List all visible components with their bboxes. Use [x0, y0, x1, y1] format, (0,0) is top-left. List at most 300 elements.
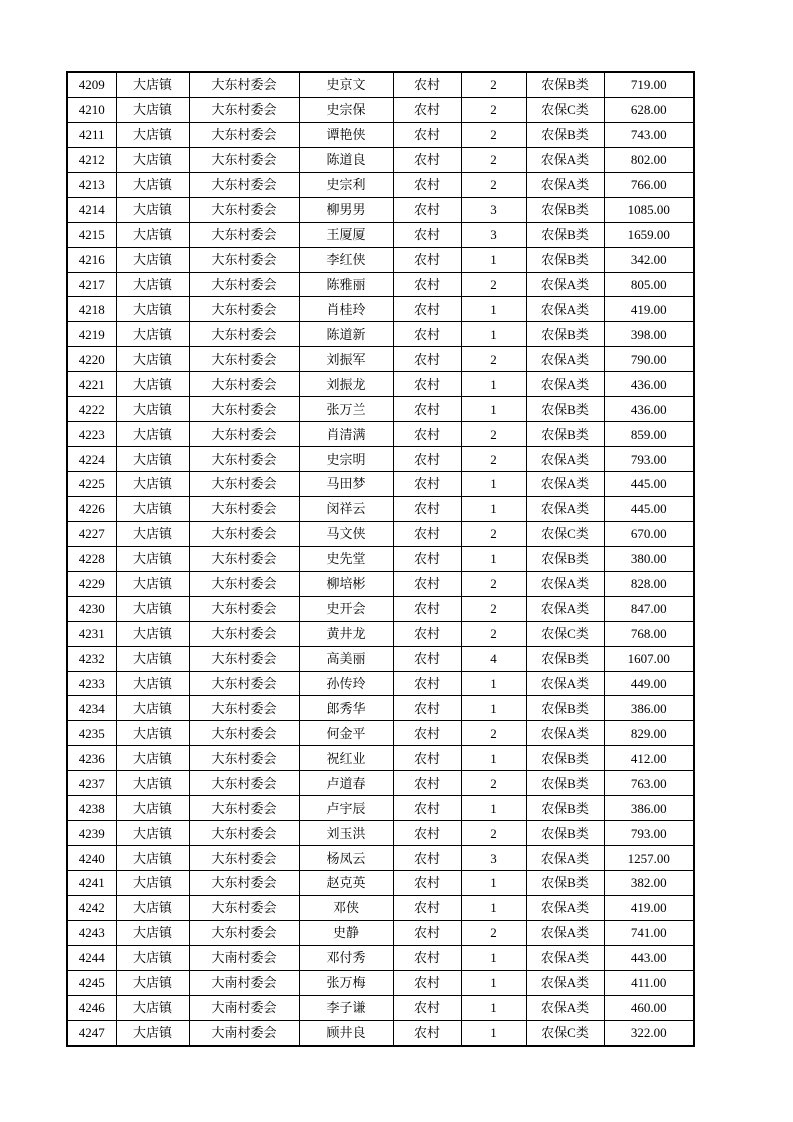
cell-seq: 4217: [67, 272, 116, 297]
cell-name: 祝红业: [299, 746, 393, 771]
cell-village: 大东村委会: [189, 721, 299, 746]
cell-residence: 农村: [393, 746, 461, 771]
cell-count: 1: [461, 671, 526, 696]
cell-town: 大店镇: [116, 222, 189, 247]
cell-name: 史静: [299, 920, 393, 945]
cell-village: 大南村委会: [189, 1020, 299, 1045]
cell-town: 大店镇: [116, 297, 189, 322]
cell-type: 农保B类: [526, 771, 604, 796]
table-row: [67, 347, 694, 372]
cell-seq: 4209: [67, 72, 116, 97]
cell-seq: 4211: [67, 122, 116, 147]
cell-type: 农保A类: [526, 596, 604, 621]
cell-residence: 农村: [393, 945, 461, 970]
cell-residence: 农村: [393, 1020, 461, 1045]
cell-seq: 4232: [67, 646, 116, 671]
payment-roster-body: [67, 72, 694, 1046]
table-row: [67, 447, 694, 472]
cell-seq: 4247: [67, 1020, 116, 1045]
cell-seq: 4243: [67, 920, 116, 945]
cell-village: 大东村委会: [189, 372, 299, 397]
cell-type: 农保A类: [526, 895, 604, 920]
cell-town: 大店镇: [116, 970, 189, 995]
cell-type: 农保A类: [526, 496, 604, 521]
cell-residence: 农村: [393, 272, 461, 297]
cell-name: 刘玉洪: [299, 821, 393, 846]
cell-town: 大店镇: [116, 821, 189, 846]
cell-name: 史宗保: [299, 97, 393, 122]
table-row: [67, 871, 694, 896]
cell-amount: 741.00: [604, 920, 694, 945]
cell-amount: 342.00: [604, 247, 694, 272]
cell-count: 2: [461, 97, 526, 122]
cell-village: 大东村委会: [189, 172, 299, 197]
cell-type: 农保B类: [526, 322, 604, 347]
cell-seq: 4241: [67, 871, 116, 896]
cell-town: 大店镇: [116, 521, 189, 546]
cell-name: 陈雅丽: [299, 272, 393, 297]
cell-town: 大店镇: [116, 347, 189, 372]
cell-seq: 4221: [67, 372, 116, 397]
cell-count: 2: [461, 771, 526, 796]
cell-amount: 419.00: [604, 297, 694, 322]
cell-type: 农保B类: [526, 247, 604, 272]
cell-residence: 农村: [393, 995, 461, 1020]
cell-name: 史宗利: [299, 172, 393, 197]
cell-type: 农保B类: [526, 746, 604, 771]
cell-town: 大店镇: [116, 447, 189, 472]
cell-town: 大店镇: [116, 147, 189, 172]
cell-count: 2: [461, 571, 526, 596]
cell-town: 大店镇: [116, 945, 189, 970]
cell-town: 大店镇: [116, 72, 189, 97]
cell-village: 大东村委会: [189, 821, 299, 846]
cell-count: 2: [461, 596, 526, 621]
cell-type: 农保C类: [526, 621, 604, 646]
cell-town: 大店镇: [116, 247, 189, 272]
cell-amount: 805.00: [604, 272, 694, 297]
cell-name: 张万梅: [299, 970, 393, 995]
cell-village: 大东村委会: [189, 97, 299, 122]
cell-count: 3: [461, 197, 526, 222]
cell-seq: 4225: [67, 472, 116, 497]
cell-seq: 4242: [67, 895, 116, 920]
cell-count: 1: [461, 472, 526, 497]
cell-count: 2: [461, 721, 526, 746]
cell-type: 农保A类: [526, 995, 604, 1020]
cell-seq: 4216: [67, 247, 116, 272]
cell-name: 卢宇辰: [299, 796, 393, 821]
cell-amount: 460.00: [604, 995, 694, 1020]
cell-amount: 412.00: [604, 746, 694, 771]
cell-name: 高美丽: [299, 646, 393, 671]
cell-seq: 4229: [67, 571, 116, 596]
cell-amount: 766.00: [604, 172, 694, 197]
cell-town: 大店镇: [116, 472, 189, 497]
cell-town: 大店镇: [116, 871, 189, 896]
table-row: [67, 397, 694, 422]
cell-residence: 农村: [393, 97, 461, 122]
cell-name: 李红侠: [299, 247, 393, 272]
cell-seq: 4228: [67, 546, 116, 571]
cell-amount: 1607.00: [604, 646, 694, 671]
cell-residence: 农村: [393, 496, 461, 521]
cell-type: 农保C类: [526, 521, 604, 546]
cell-count: 2: [461, 347, 526, 372]
cell-village: 大东村委会: [189, 796, 299, 821]
table-row: [67, 846, 694, 871]
cell-name: 卢道春: [299, 771, 393, 796]
cell-town: 大店镇: [116, 920, 189, 945]
table-row: [67, 1020, 694, 1045]
cell-name: 史开会: [299, 596, 393, 621]
table-row: [67, 147, 694, 172]
cell-residence: 农村: [393, 397, 461, 422]
table-row: [67, 521, 694, 546]
table-row: [67, 122, 694, 147]
cell-seq: 4245: [67, 970, 116, 995]
cell-count: 2: [461, 521, 526, 546]
table-row: [67, 571, 694, 596]
cell-seq: 4212: [67, 147, 116, 172]
table-row: [67, 970, 694, 995]
cell-town: 大店镇: [116, 746, 189, 771]
table-row: [67, 995, 694, 1020]
cell-count: 1: [461, 970, 526, 995]
cell-type: 农保A类: [526, 846, 604, 871]
table-row: [67, 496, 694, 521]
cell-amount: 445.00: [604, 472, 694, 497]
cell-town: 大店镇: [116, 995, 189, 1020]
cell-seq: 4215: [67, 222, 116, 247]
cell-seq: 4213: [67, 172, 116, 197]
cell-amount: 793.00: [604, 821, 694, 846]
cell-residence: 农村: [393, 422, 461, 447]
cell-residence: 农村: [393, 172, 461, 197]
cell-count: 1: [461, 895, 526, 920]
cell-name: 刘振龙: [299, 372, 393, 397]
cell-town: 大店镇: [116, 397, 189, 422]
cell-type: 农保B类: [526, 546, 604, 571]
cell-count: 2: [461, 447, 526, 472]
cell-type: 农保A类: [526, 970, 604, 995]
cell-village: 大东村委会: [189, 596, 299, 621]
cell-town: 大店镇: [116, 571, 189, 596]
cell-amount: 743.00: [604, 122, 694, 147]
cell-amount: 449.00: [604, 671, 694, 696]
cell-town: 大店镇: [116, 496, 189, 521]
cell-name: 陈道良: [299, 147, 393, 172]
cell-residence: 农村: [393, 322, 461, 347]
cell-name: 黄井龙: [299, 621, 393, 646]
cell-amount: 790.00: [604, 347, 694, 372]
cell-seq: 4226: [67, 496, 116, 521]
cell-residence: 农村: [393, 222, 461, 247]
cell-amount: 322.00: [604, 1020, 694, 1045]
cell-type: 农保A类: [526, 447, 604, 472]
cell-type: 农保A类: [526, 671, 604, 696]
cell-seq: 4240: [67, 846, 116, 871]
cell-residence: 农村: [393, 147, 461, 172]
cell-amount: 628.00: [604, 97, 694, 122]
cell-village: 大东村委会: [189, 322, 299, 347]
cell-residence: 农村: [393, 596, 461, 621]
cell-town: 大店镇: [116, 671, 189, 696]
table-row: [67, 771, 694, 796]
table-row: [67, 821, 694, 846]
cell-count: 1: [461, 746, 526, 771]
cell-name: 邓付秀: [299, 945, 393, 970]
cell-village: 大东村委会: [189, 72, 299, 97]
cell-residence: 农村: [393, 521, 461, 546]
cell-residence: 农村: [393, 696, 461, 721]
cell-count: 1: [461, 297, 526, 322]
cell-name: 赵克英: [299, 871, 393, 896]
cell-town: 大店镇: [116, 1020, 189, 1045]
cell-seq: 4224: [67, 447, 116, 472]
cell-amount: 828.00: [604, 571, 694, 596]
cell-type: 农保A类: [526, 147, 604, 172]
cell-count: 2: [461, 122, 526, 147]
cell-name: 刘振军: [299, 347, 393, 372]
cell-seq: 4218: [67, 297, 116, 322]
cell-seq: 4222: [67, 397, 116, 422]
cell-residence: 农村: [393, 821, 461, 846]
cell-type: 农保A类: [526, 347, 604, 372]
cell-residence: 农村: [393, 72, 461, 97]
cell-name: 肖清满: [299, 422, 393, 447]
cell-amount: 719.00: [604, 72, 694, 97]
cell-count: 2: [461, 920, 526, 945]
cell-amount: 436.00: [604, 397, 694, 422]
cell-town: 大店镇: [116, 122, 189, 147]
cell-town: 大店镇: [116, 422, 189, 447]
cell-village: 大东村委会: [189, 247, 299, 272]
cell-seq: 4244: [67, 945, 116, 970]
cell-name: 柳男男: [299, 197, 393, 222]
cell-residence: 农村: [393, 122, 461, 147]
cell-type: 农保A类: [526, 172, 604, 197]
cell-type: 农保B类: [526, 871, 604, 896]
cell-name: 顾井良: [299, 1020, 393, 1045]
cell-amount: 829.00: [604, 721, 694, 746]
table-row: [67, 746, 694, 771]
cell-seq: 4246: [67, 995, 116, 1020]
table-row: [67, 222, 694, 247]
cell-residence: 农村: [393, 197, 461, 222]
cell-amount: 670.00: [604, 521, 694, 546]
table-row: [67, 297, 694, 322]
cell-name: 李子谦: [299, 995, 393, 1020]
cell-residence: 农村: [393, 970, 461, 995]
cell-amount: 763.00: [604, 771, 694, 796]
cell-village: 大东村委会: [189, 222, 299, 247]
table-row: [67, 696, 694, 721]
cell-count: 1: [461, 796, 526, 821]
cell-village: 大东村委会: [189, 447, 299, 472]
table-row: [67, 372, 694, 397]
cell-village: 大东村委会: [189, 397, 299, 422]
cell-town: 大店镇: [116, 895, 189, 920]
cell-name: 王厦厦: [299, 222, 393, 247]
cell-seq: 4223: [67, 422, 116, 447]
table-row: [67, 621, 694, 646]
cell-type: 农保B类: [526, 696, 604, 721]
cell-count: 1: [461, 1020, 526, 1045]
cell-count: 2: [461, 272, 526, 297]
cell-village: 大东村委会: [189, 122, 299, 147]
cell-amount: 380.00: [604, 546, 694, 571]
cell-residence: 农村: [393, 871, 461, 896]
cell-name: 史京文: [299, 72, 393, 97]
table-row: [67, 472, 694, 497]
cell-name: 邓侠: [299, 895, 393, 920]
cell-residence: 农村: [393, 372, 461, 397]
cell-name: 史先堂: [299, 546, 393, 571]
table-row: [67, 895, 694, 920]
cell-type: 农保A类: [526, 945, 604, 970]
cell-residence: 农村: [393, 895, 461, 920]
cell-village: 大东村委会: [189, 771, 299, 796]
cell-seq: 4210: [67, 97, 116, 122]
table-row: [67, 945, 694, 970]
cell-count: 1: [461, 322, 526, 347]
table-row: [67, 596, 694, 621]
cell-town: 大店镇: [116, 97, 189, 122]
cell-count: 2: [461, 72, 526, 97]
cell-seq: 4230: [67, 596, 116, 621]
cell-amount: 445.00: [604, 496, 694, 521]
cell-type: 农保A类: [526, 472, 604, 497]
cell-amount: 859.00: [604, 422, 694, 447]
cell-count: 1: [461, 546, 526, 571]
table-row: [67, 172, 694, 197]
cell-village: 大南村委会: [189, 995, 299, 1020]
cell-type: 农保B类: [526, 397, 604, 422]
cell-count: 2: [461, 821, 526, 846]
cell-village: 大东村委会: [189, 846, 299, 871]
cell-name: 何金平: [299, 721, 393, 746]
cell-seq: 4238: [67, 796, 116, 821]
cell-residence: 农村: [393, 571, 461, 596]
cell-village: 大东村委会: [189, 496, 299, 521]
cell-town: 大店镇: [116, 696, 189, 721]
table-row: [67, 920, 694, 945]
cell-count: 1: [461, 945, 526, 970]
cell-seq: 4227: [67, 521, 116, 546]
table-row: [67, 422, 694, 447]
cell-name: 孙传玲: [299, 671, 393, 696]
cell-residence: 农村: [393, 646, 461, 671]
cell-town: 大店镇: [116, 721, 189, 746]
cell-type: 农保B类: [526, 422, 604, 447]
cell-town: 大店镇: [116, 372, 189, 397]
cell-type: 农保A类: [526, 721, 604, 746]
cell-count: 2: [461, 422, 526, 447]
cell-name: 陈道新: [299, 322, 393, 347]
cell-count: 3: [461, 222, 526, 247]
cell-amount: 793.00: [604, 447, 694, 472]
cell-count: 1: [461, 247, 526, 272]
table-row: [67, 796, 694, 821]
cell-name: 柳培彬: [299, 571, 393, 596]
cell-count: 1: [461, 496, 526, 521]
cell-town: 大店镇: [116, 546, 189, 571]
cell-village: 大东村委会: [189, 521, 299, 546]
cell-residence: 农村: [393, 447, 461, 472]
cell-seq: 4220: [67, 347, 116, 372]
cell-town: 大店镇: [116, 621, 189, 646]
cell-amount: 443.00: [604, 945, 694, 970]
cell-village: 大东村委会: [189, 472, 299, 497]
cell-town: 大店镇: [116, 796, 189, 821]
cell-count: 1: [461, 696, 526, 721]
cell-town: 大店镇: [116, 646, 189, 671]
cell-residence: 农村: [393, 621, 461, 646]
cell-residence: 农村: [393, 347, 461, 372]
cell-type: 农保B类: [526, 72, 604, 97]
cell-type: 农保C类: [526, 97, 604, 122]
cell-village: 大东村委会: [189, 871, 299, 896]
cell-village: 大东村委会: [189, 197, 299, 222]
table-row: [67, 721, 694, 746]
cell-count: 1: [461, 372, 526, 397]
cell-type: 农保B类: [526, 197, 604, 222]
cell-type: 农保B类: [526, 796, 604, 821]
table-row: [67, 546, 694, 571]
table-row: [67, 671, 694, 696]
cell-type: 农保B类: [526, 646, 604, 671]
cell-village: 大东村委会: [189, 671, 299, 696]
cell-village: 大东村委会: [189, 571, 299, 596]
cell-amount: 1257.00: [604, 846, 694, 871]
cell-name: 郎秀华: [299, 696, 393, 721]
cell-seq: 4235: [67, 721, 116, 746]
cell-town: 大店镇: [116, 322, 189, 347]
table-row: [67, 72, 694, 97]
cell-name: 马田梦: [299, 472, 393, 497]
cell-count: 2: [461, 621, 526, 646]
cell-village: 大东村委会: [189, 422, 299, 447]
cell-amount: 411.00: [604, 970, 694, 995]
table-row: [67, 247, 694, 272]
cell-count: 1: [461, 871, 526, 896]
cell-residence: 农村: [393, 771, 461, 796]
cell-type: 农保B类: [526, 122, 604, 147]
cell-count: 1: [461, 995, 526, 1020]
cell-count: 4: [461, 646, 526, 671]
table-row: [67, 322, 694, 347]
cell-town: 大店镇: [116, 771, 189, 796]
cell-name: 闵祥云: [299, 496, 393, 521]
cell-village: 大东村委会: [189, 920, 299, 945]
cell-type: 农保A类: [526, 571, 604, 596]
cell-seq: 4231: [67, 621, 116, 646]
cell-amount: 386.00: [604, 696, 694, 721]
cell-village: 大南村委会: [189, 970, 299, 995]
cell-seq: 4219: [67, 322, 116, 347]
cell-name: 张万兰: [299, 397, 393, 422]
table-row: [67, 97, 694, 122]
cell-residence: 农村: [393, 846, 461, 871]
cell-village: 大东村委会: [189, 646, 299, 671]
cell-count: 1: [461, 397, 526, 422]
cell-residence: 农村: [393, 297, 461, 322]
cell-type: 农保A类: [526, 920, 604, 945]
cell-amount: 1085.00: [604, 197, 694, 222]
cell-amount: 382.00: [604, 871, 694, 896]
cell-village: 大东村委会: [189, 696, 299, 721]
